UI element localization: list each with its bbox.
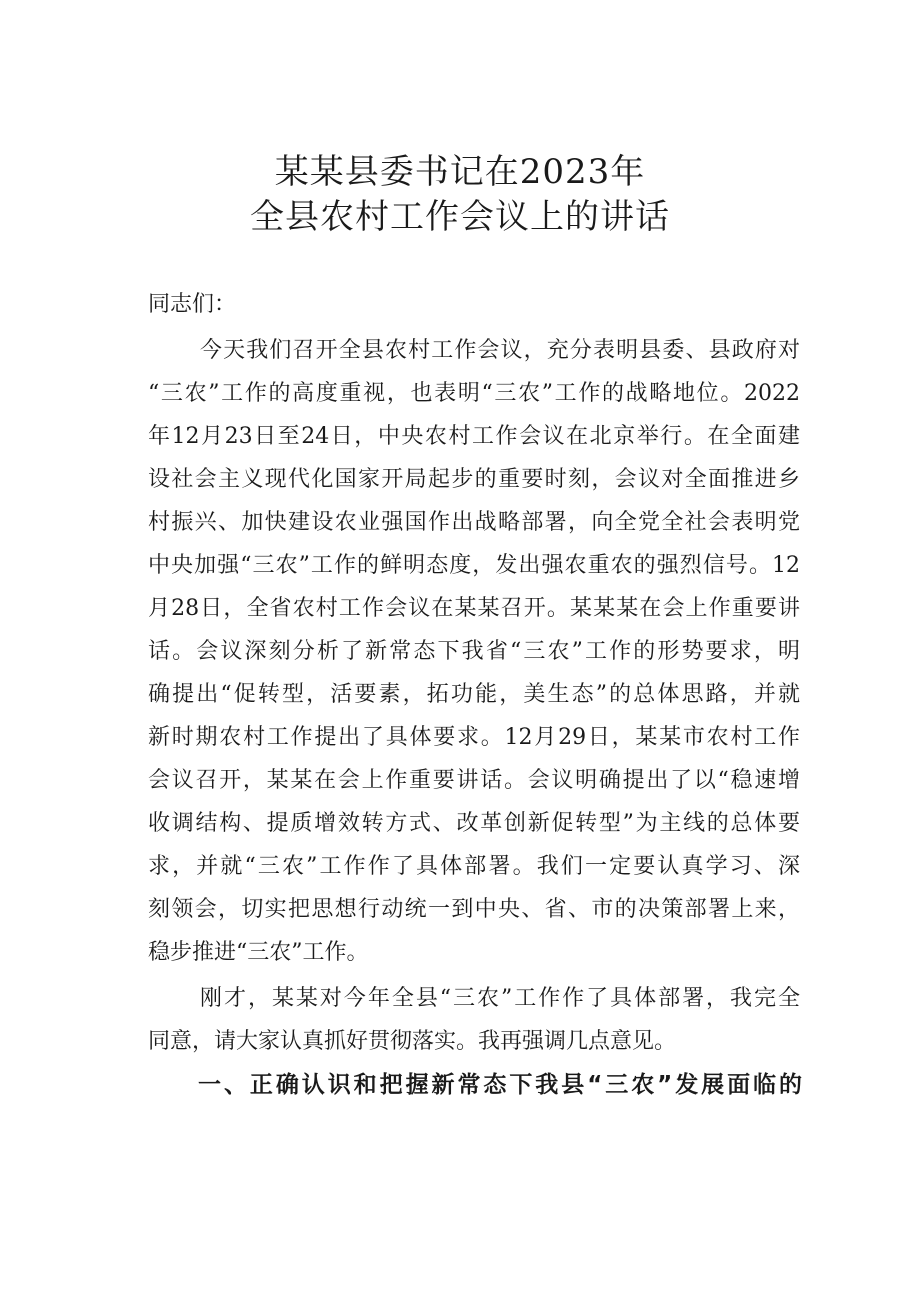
- document-title: [0, 150, 920, 240]
- paragraph-line: 新时期农村工作提出了具体要求。12月29日，某某市农村工作: [148, 725, 800, 750]
- paragraph-line: 收调结构、提质增效转方式、改革创新促转型”为主线的总体要: [148, 811, 800, 836]
- paragraph-line: 求，并就“三农”工作作了具体部署。我们一定要认真学习、深: [148, 854, 800, 879]
- section-heading-1: 一、正确认识和把握新常态下我县“三农”发展面临的: [198, 1072, 802, 1098]
- paragraph-line: 话。会议深刻分析了新常态下我省“三农”工作的形势要求，明: [148, 639, 800, 664]
- paragraph-line: 村振兴、加快建设农业强国作出战略部署，向全党全社会表明党: [148, 510, 800, 535]
- title-line-1: 某某县委书记在2023年: [274, 152, 646, 192]
- paragraph-line: 会议召开，某某在会上作重要讲话。会议明确提出了以“稳速增: [148, 768, 800, 793]
- paragraph-line: “三农”工作的高度重视，也表明“三农”工作的战略地位。2022: [148, 381, 800, 406]
- paragraph-line: 今天我们召开全县农村工作会议，充分表明县委、县政府对: [200, 338, 800, 363]
- paragraph-line: 确提出“促转型，活要素，拓功能，美生态”的总体思路，并就: [148, 682, 800, 707]
- paragraph-line: 设社会主义现代化国家开局起步的重要时刻，会议对全面推进乡: [148, 467, 800, 492]
- title-line-2: 全县农村工作会议上的讲话: [250, 197, 670, 237]
- paragraph-line: 刚才，某某对今年全县“三农”工作作了具体部署，我完全: [200, 986, 800, 1011]
- paragraph-line: 刻领会，切实把思想行动统一到中央、省、市的决策部署上来，: [148, 897, 800, 922]
- paragraph-line: 月28日，全省农村工作会议在某某召开。某某某在会上作重要讲: [148, 596, 800, 621]
- paragraph-line: 中央加强“三农”工作的鲜明态度，发出强农重农的强烈信号。12: [148, 553, 800, 578]
- paragraph-line: 年12月23日至24日，中央农村工作会议在北京举行。在全面建: [148, 424, 800, 449]
- salutation: 同志们：: [148, 292, 237, 317]
- paragraph-line: 同意，请大家认真抓好贯彻落实。我再强调几点意见。: [148, 1029, 677, 1054]
- paragraph-line: 稳步推进“三农”工作。: [148, 940, 369, 965]
